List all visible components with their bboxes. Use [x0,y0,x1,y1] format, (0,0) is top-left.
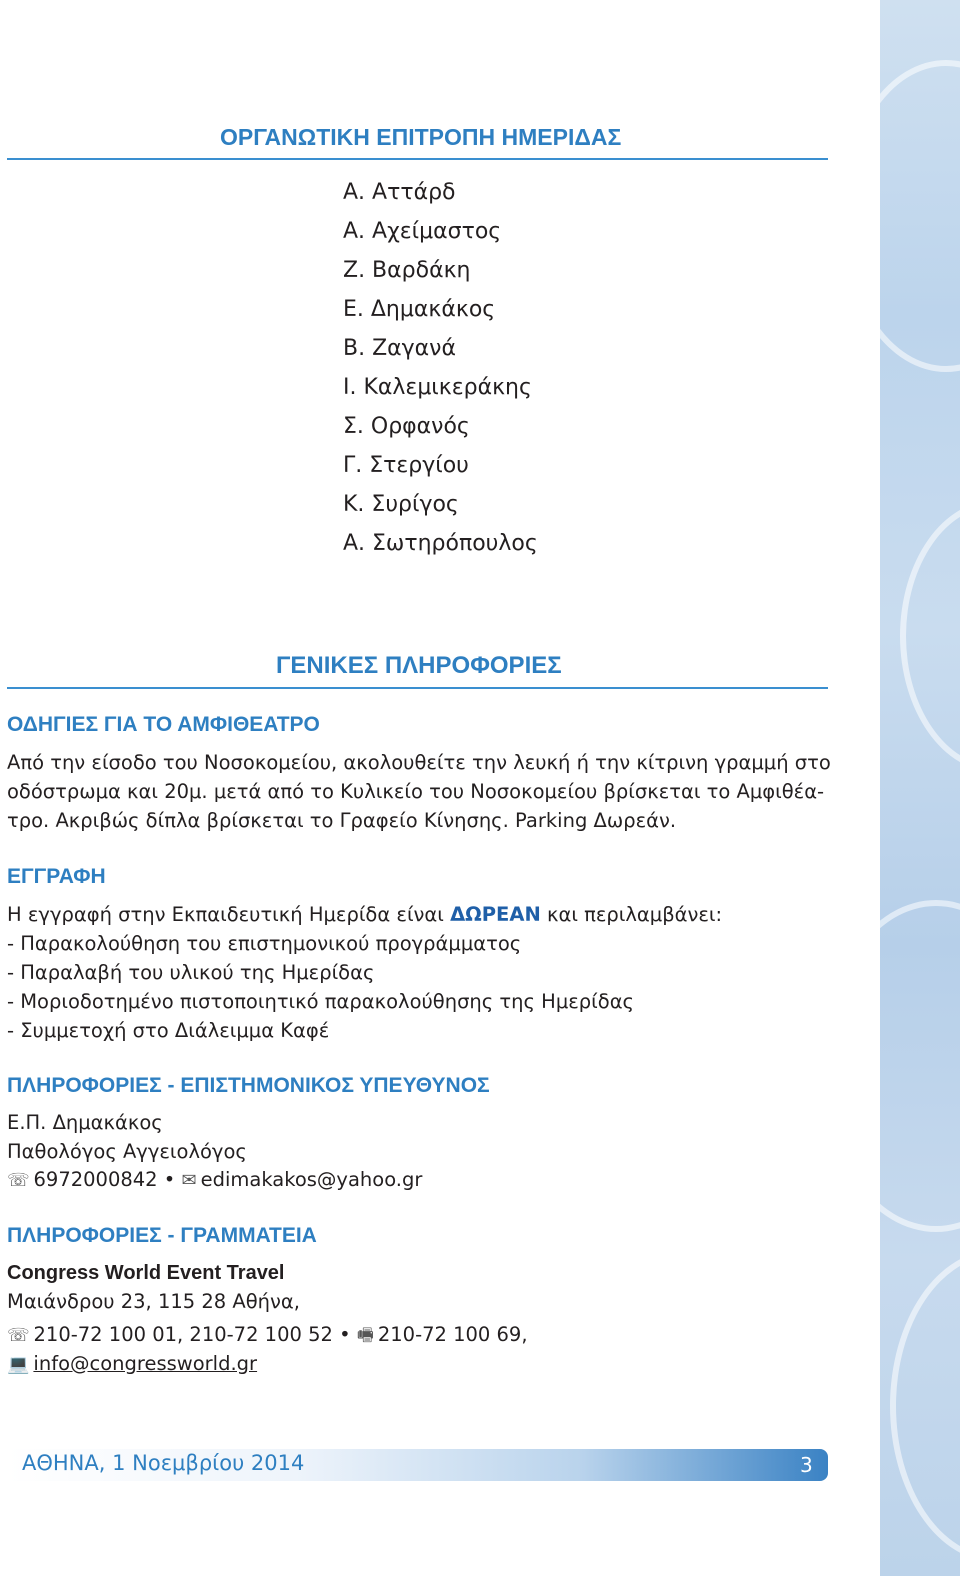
scientific-contact-details [7,1168,422,1193]
directions-text: Από την είσοδο του Νοσοκομείου, ακολουθείτε την λευκή ή την κίτρινη γραμμή στο [7,751,831,774]
committee-member: Α. Σωτηρόπουλος [343,531,538,556]
divider [7,158,828,160]
committee-member: Σ. Ορφανός [343,414,470,439]
computer-icon: 💻 [7,1354,30,1375]
secretariat-contact-details [7,1323,528,1348]
separator: • [163,1168,176,1191]
page-number: 3 [800,1453,813,1477]
committee-member: Ζ. Βαρδάκη [343,258,471,283]
scientific-contact-name: Ε.Π. Δημακάκος [7,1111,163,1134]
general-info-title: ΓΕΝΙΚΕΣ ΠΛΗΡΟΦΟΡΙΕΣ [276,652,562,679]
phone-icon: ☏ [7,1325,30,1346]
committee-member: Ι. Καλεμικεράκης [343,375,532,400]
scientific-contact-title: ΠΛΗΡΟΦΟΡΙΕΣ - ΕΠΙΣΤΗΜΟΝΙΚΟΣ ΥΠΕΥΘΥΝΟΣ [7,1074,490,1097]
envelope-icon: ✉ [181,1170,197,1191]
committee-member: Γ. Στεργίου [343,453,469,478]
committee-member: Α. Αττάρδ [343,180,456,205]
committee-member: Ε. Δημακάκος [343,297,496,322]
secretariat-address: Μαιάνδρου 23, 115 28 Αθήνα, [7,1290,300,1313]
directions-text: οδόστρωμα και 20μ. μετά από το Κυλικείο του Νοσοκομείου βρίσκεται το Αμφιθέα- [7,780,825,803]
secretariat-phones[interactable]: 210-72 100 01, 210-72 100 52 [33,1323,333,1346]
scientific-phone[interactable]: 6972000842 [33,1168,158,1191]
swirl-decoration [880,900,960,1232]
secretariat-company: Congress World Event Travel [7,1262,285,1284]
decorative-side-strip [880,0,960,1576]
scientific-email[interactable]: edimakakos@yahoo.gr [200,1168,423,1191]
committee-member: Β. Ζαγανά [343,336,456,361]
registration-item: - Μοριοδοτημένο πιστοποιητικό παρακολούθησης της Ημερίδας [7,990,634,1013]
footer-date: ΑΘΗΝΑ, 1 Νοεμβρίου 2014 [22,1451,305,1475]
swirl-decoration [880,60,960,372]
registration-title: ΕΓΓΡΑΦΗ [7,865,106,888]
directions-title: ΟΔΗΓΙΕΣ ΓΙΑ ΤΟ ΑΜΦΙΘΕΑΤΡΟ [7,713,320,736]
registration-item: - Παραλαβή του υλικού της Ημερίδας [7,961,375,984]
swirl-decoration [890,1250,960,1562]
secretariat-title: ΠΛΗΡΟΦΟΡΙΕΣ - ΓΡΑΜΜΑΤΕΙΑ [7,1224,317,1247]
scientific-contact-role: Παθολόγος Αγγειολόγος [7,1140,247,1163]
registration-item: - Παρακολούθηση του επιστημονικού προγράμματος [7,932,522,955]
committee-member: Κ. Συρίγος [343,492,459,517]
fax-icon: 🖷 [356,1325,374,1346]
registration-intro-text: Η εγγραφή στην Εκπαιδευτική Ημερίδα είναι [7,903,451,926]
secretariat-email-link[interactable]: info@congressworld.gr [33,1352,258,1375]
separator: • [339,1323,351,1346]
committee-title: ΟΡΓΑΝΩΤΙΚΗ ΕΠΙΤΡΟΠΗ ΗΜΕΡΙΔΑΣ [220,124,622,150]
registration-item: - Συμμετοχή στο Διάλειμμα Καφέ [7,1019,330,1042]
registration-intro-text: και περιλαμβάνει: [540,903,723,926]
secretariat-web [7,1352,257,1377]
swirl-decoration [900,500,960,772]
divider [7,687,828,689]
phone-icon: ☏ [7,1170,30,1191]
registration-free-label: ΔΩΡΕΑΝ [450,903,541,926]
committee-member: Α. Αχείμαστος [343,219,502,244]
directions-text: τρο. Ακριβώς δίπλα βρίσκεται το Γραφείο Κίνησης. Parking Δωρεάν. [7,809,677,832]
secretariat-fax: 210-72 100 69, [377,1323,528,1346]
registration-intro [7,903,722,927]
